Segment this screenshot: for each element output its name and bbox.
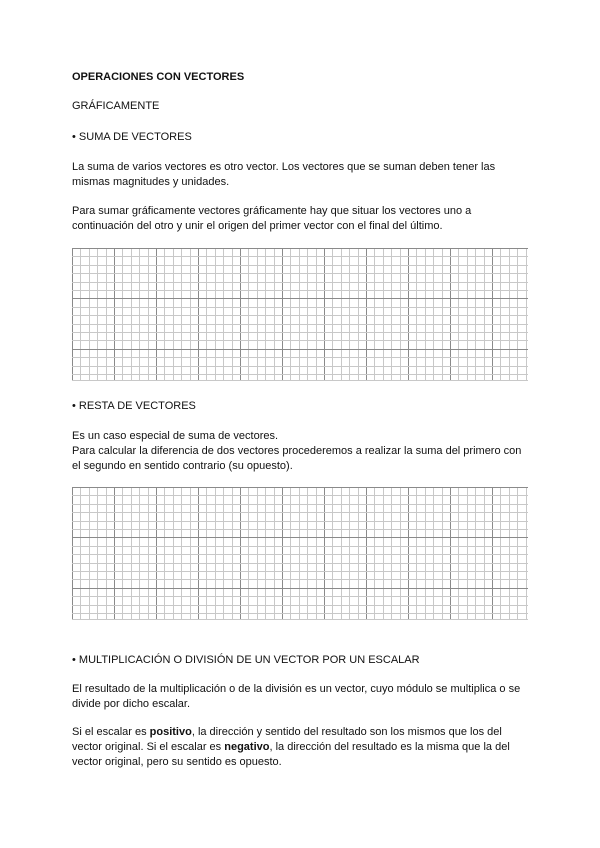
suma-paragraph-1-line-2: mismas magnitudes y unidades. xyxy=(72,176,230,188)
multiplicacion-paragraph-2-line-1 xyxy=(72,725,502,740)
graph-paper-grid-suma xyxy=(72,248,528,381)
multiplicacion-paragraph-2-line-3: vector original, pero su sentido es opuesto. xyxy=(72,756,282,768)
resta-paragraph-line-1: Es un caso especial de suma de vectores. xyxy=(72,430,279,442)
text-run: , la dirección y sentido del resultado son los mismos que los del xyxy=(191,726,502,738)
resta-heading: • RESTA DE VECTORES xyxy=(72,400,196,412)
multiplicacion-paragraph-1-line-2: divide por dicho escalar. xyxy=(72,698,191,710)
resta-paragraph-line-2: Para calcular la diferencia de dos vectores procederemos a realizar la suma del primero con xyxy=(72,445,522,457)
multiplicacion-heading: • MULTIPLICACIÓN O DIVISIÓN DE UN VECTOR POR UN ESCALAR xyxy=(72,654,420,666)
suma-paragraph-2-line-2: continuación del otro y unir el origen del primer vector con el final del último. xyxy=(72,220,443,232)
suma-paragraph-1-line-1: La suma de varios vectores es otro vector. Los vectores que se suman deben tener las xyxy=(72,161,496,173)
graph-paper-grid-resta xyxy=(72,487,528,620)
document-title: OPERACIONES CON VECTORES xyxy=(72,71,245,83)
text-run: , la dirección del resultado es la misma que la del xyxy=(269,741,510,753)
suma-paragraph-2-line-1: Para sumar gráficamente vectores gráficamente hay que situar los vectores uno a xyxy=(72,205,472,217)
resta-paragraph-line-3: el segundo en sentido contrario (su opuesto). xyxy=(72,460,293,472)
negativo-bold-word: negativo xyxy=(224,741,270,753)
suma-heading: • SUMA DE VECTORES xyxy=(72,131,192,143)
text-run: vector original. Si el escalar es xyxy=(72,741,225,753)
section-subtitle: GRÁFICAMENTE xyxy=(72,100,160,112)
positivo-bold-word: positivo xyxy=(149,726,192,738)
text-run: Si el escalar es xyxy=(72,726,150,738)
multiplicacion-paragraph-1-line-1: El resultado de la multiplicación o de la división es un vector, cuyo módulo se multiplica o se xyxy=(72,683,521,695)
multiplicacion-paragraph-2-line-2 xyxy=(72,740,510,755)
